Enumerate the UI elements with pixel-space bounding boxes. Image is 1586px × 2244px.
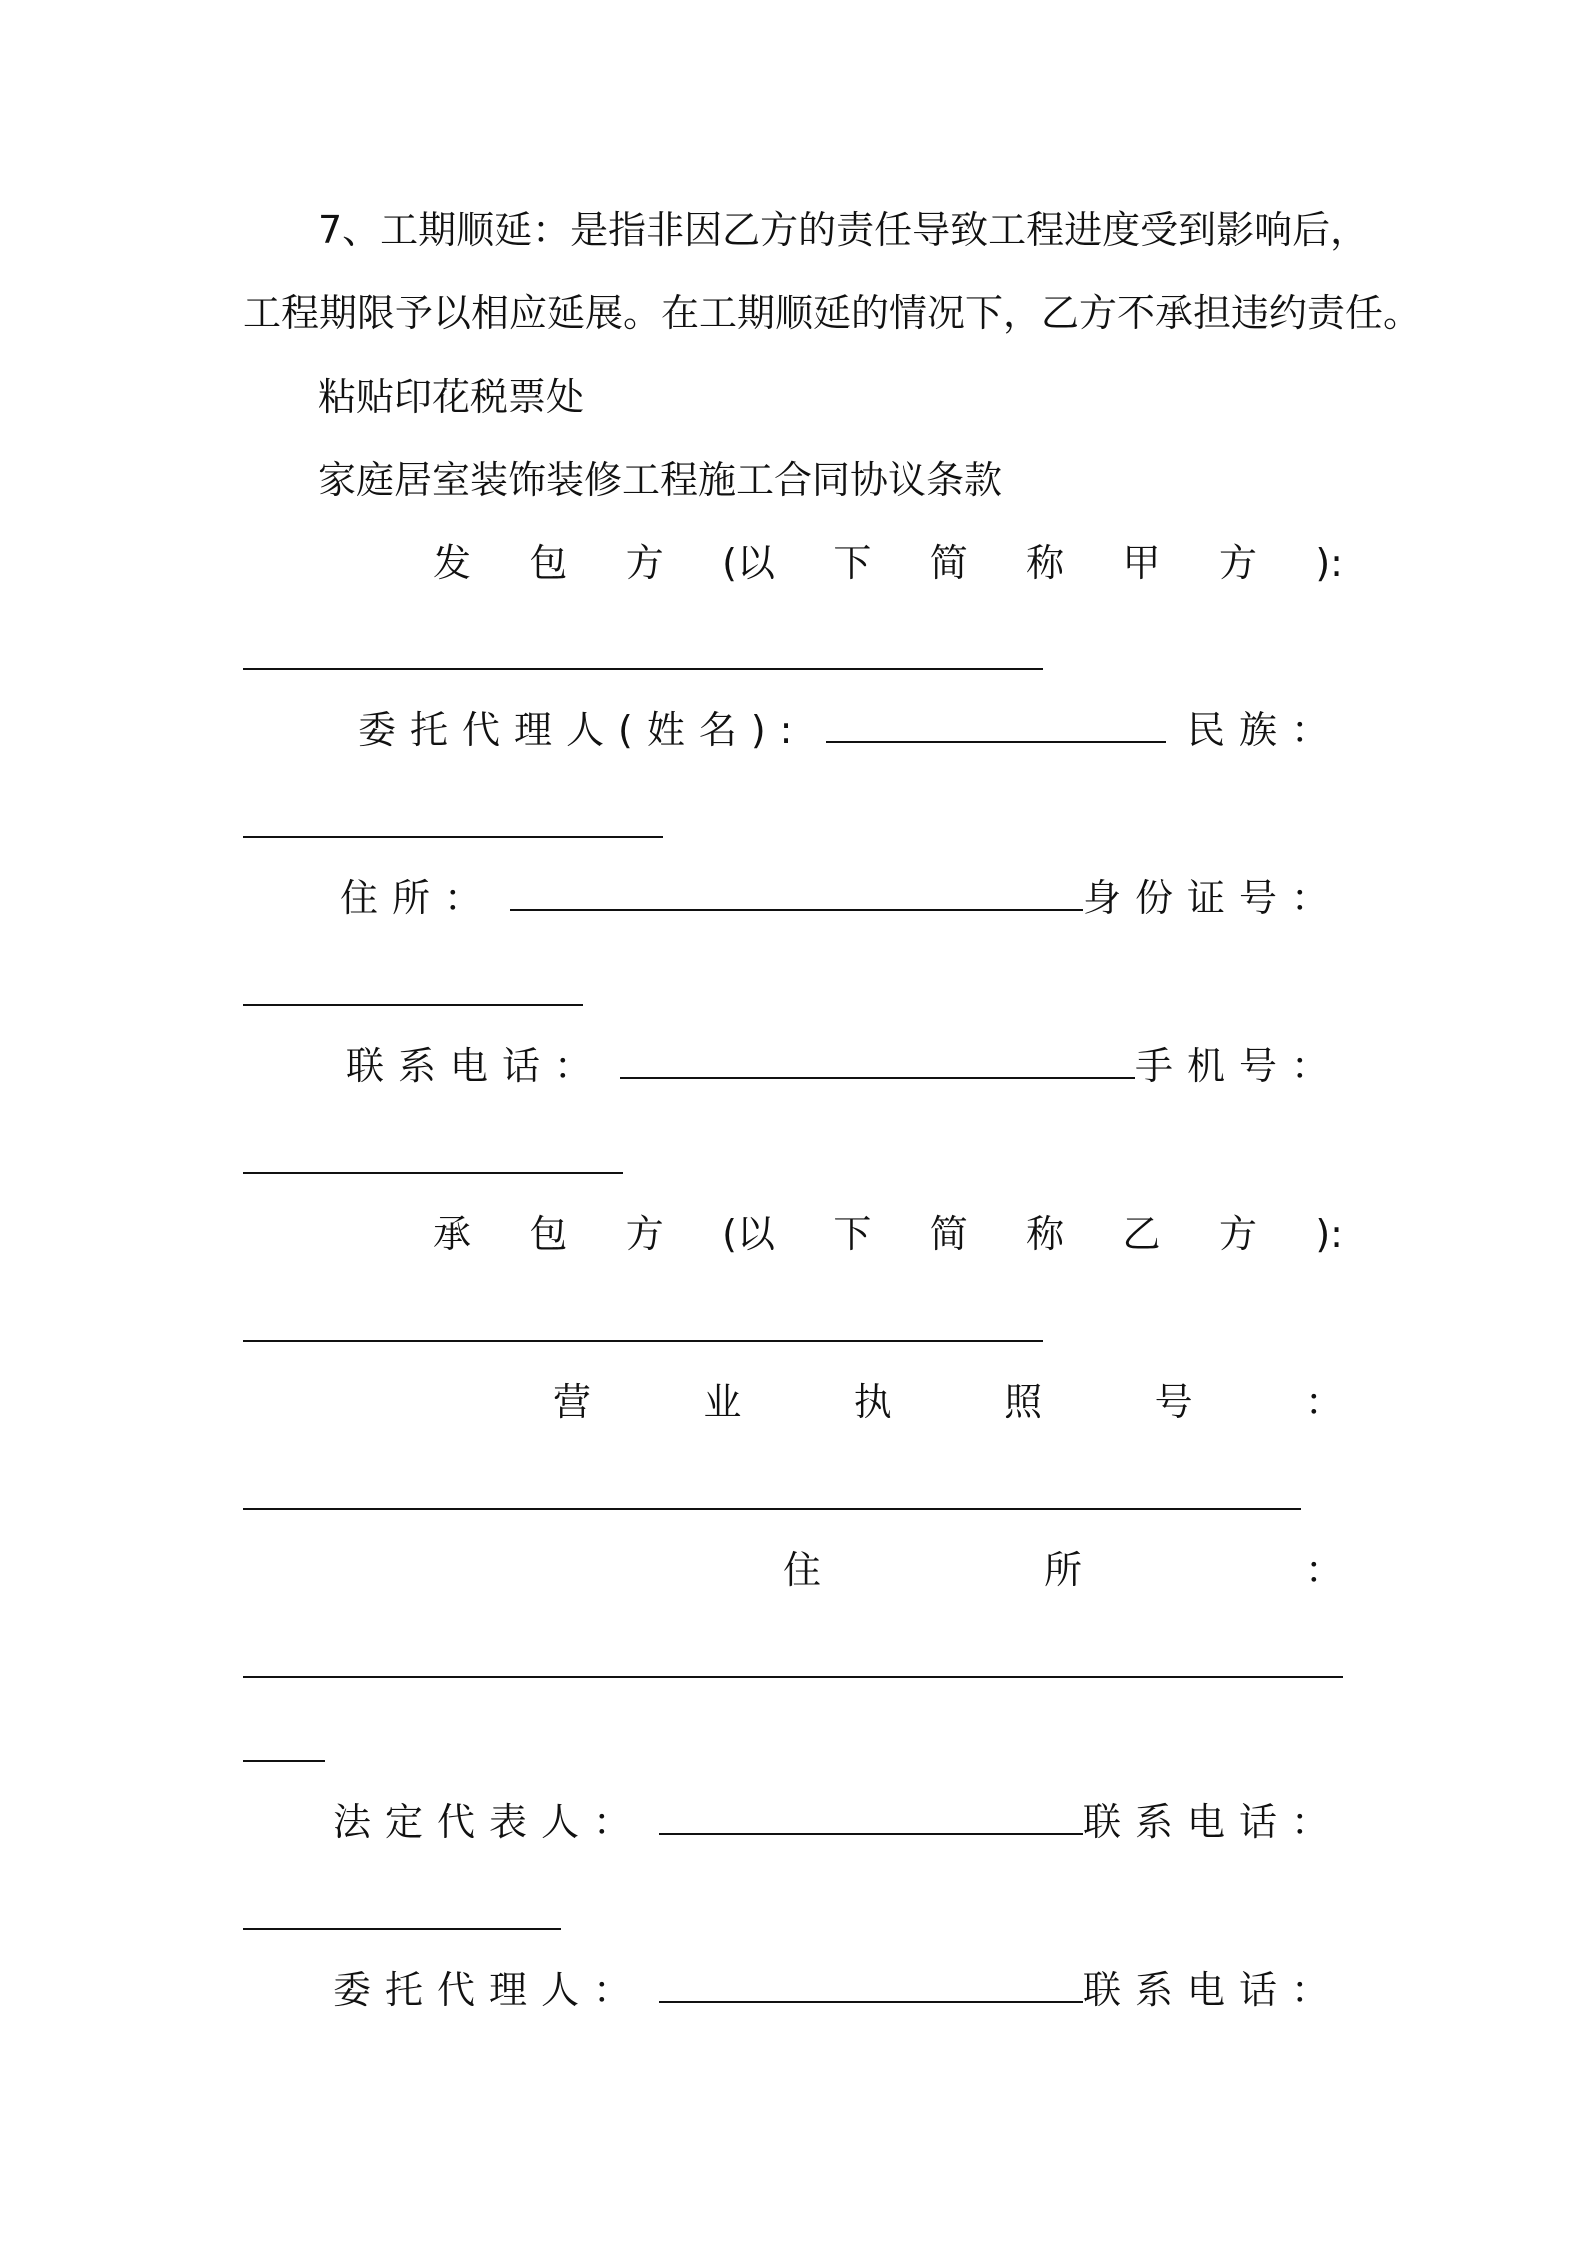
license-b-char: 营 <box>553 1380 592 1424</box>
residence-b-blank-2[interactable] <box>243 1760 325 1762</box>
party-a-char: 方 <box>1218 541 1257 585</box>
party-a-char: 简 <box>929 541 968 585</box>
clause-7-line-2: 工程期限予以相应延展。在工期顺延的情况下，乙方不承担违约责任。 <box>243 291 1422 335</box>
party-a-char: 方 <box>625 541 664 585</box>
license-b-char: 业 <box>703 1380 742 1424</box>
legal-rep-b-row <box>333 1797 1343 1847</box>
license-b-char: 执 <box>853 1380 892 1424</box>
party-b-char: 方 <box>1218 1212 1257 1256</box>
agent-b-blank[interactable] <box>659 1965 1083 2003</box>
id-number-blank[interactable] <box>243 1004 583 1006</box>
clause-7-line-1: 7、工期顺延：是指非因乙方的责任导致工程进度受到影响后， <box>318 208 1369 252</box>
residence-b-label <box>783 1545 1343 1595</box>
id-number-label: 身份证号： <box>1082 876 1343 920</box>
mobile-blank[interactable] <box>243 1172 623 1174</box>
residence-b-char: ： <box>1304 1548 1343 1592</box>
contract-title: 家庭居室装饰装修工程施工合同协议条款 <box>318 458 1003 502</box>
ethnicity-label: 民族： <box>1186 708 1343 752</box>
party-a-name-blank[interactable] <box>243 668 1043 670</box>
mobile-label: 手机号： <box>1134 1044 1343 1088</box>
party-b-char: 方 <box>625 1212 664 1256</box>
party-b-char: 称 <box>1026 1212 1065 1256</box>
residence-a-blank[interactable] <box>510 873 1083 911</box>
phone-a-label: 联系电话： <box>346 1044 607 1088</box>
party-a-char: 发 <box>433 541 472 585</box>
agent-b-row <box>333 1965 1343 2015</box>
party-a-char: 称 <box>1026 541 1065 585</box>
party-b-char: 承 <box>433 1212 472 1256</box>
party-b-char: 简 <box>929 1212 968 1256</box>
agent-b-label: 委托代理人： <box>333 1968 646 2012</box>
ethnicity-blank[interactable] <box>243 836 663 838</box>
party-b-char: 下 <box>833 1212 872 1256</box>
legal-rep-label: 法定代表人： <box>333 1800 646 1844</box>
agent-a-label: 委托代理人(姓名): <box>358 708 807 752</box>
party-b-char: 包 <box>529 1212 568 1256</box>
license-b-label <box>553 1377 1343 1427</box>
party-a-label <box>433 538 1343 588</box>
party-b-char: (以 <box>722 1212 775 1256</box>
residence-a-label: 住所： <box>340 876 497 920</box>
license-b-char: 照 <box>1004 1380 1043 1424</box>
party-a-char: (以 <box>722 541 775 585</box>
legal-rep-phone-label: 联系电话： <box>1082 1800 1343 1844</box>
party-a-char: 下 <box>833 541 872 585</box>
agent-a-row <box>358 705 1343 755</box>
party-b-char: 乙 <box>1122 1212 1161 1256</box>
license-b-char: ： <box>1304 1380 1343 1424</box>
party-b-char: ): <box>1315 1212 1343 1256</box>
party-a-char: 甲 <box>1122 541 1161 585</box>
legal-rep-phone-blank[interactable] <box>243 1928 561 1930</box>
agent-b-phone-label: 联系电话： <box>1082 1968 1343 2012</box>
phone-a-blank[interactable] <box>620 1041 1135 1079</box>
agent-a-name-blank[interactable] <box>826 705 1166 743</box>
party-b-name-blank[interactable] <box>243 1340 1043 1342</box>
residence-b-char: 住 <box>783 1548 822 1592</box>
license-b-blank[interactable] <box>243 1508 1301 1510</box>
residence-b-char: 所 <box>1043 1548 1082 1592</box>
license-b-char: 号 <box>1154 1380 1193 1424</box>
party-b-label <box>433 1209 1343 1259</box>
residence-a-row <box>340 873 1343 923</box>
residence-b-blank-1[interactable] <box>243 1676 1343 1678</box>
phone-a-row <box>346 1041 1343 1091</box>
stamp-duty-note: 粘贴印花税票处 <box>318 375 585 419</box>
party-a-char: 包 <box>529 541 568 585</box>
party-a-char: ): <box>1315 541 1343 585</box>
legal-rep-blank[interactable] <box>659 1797 1083 1835</box>
